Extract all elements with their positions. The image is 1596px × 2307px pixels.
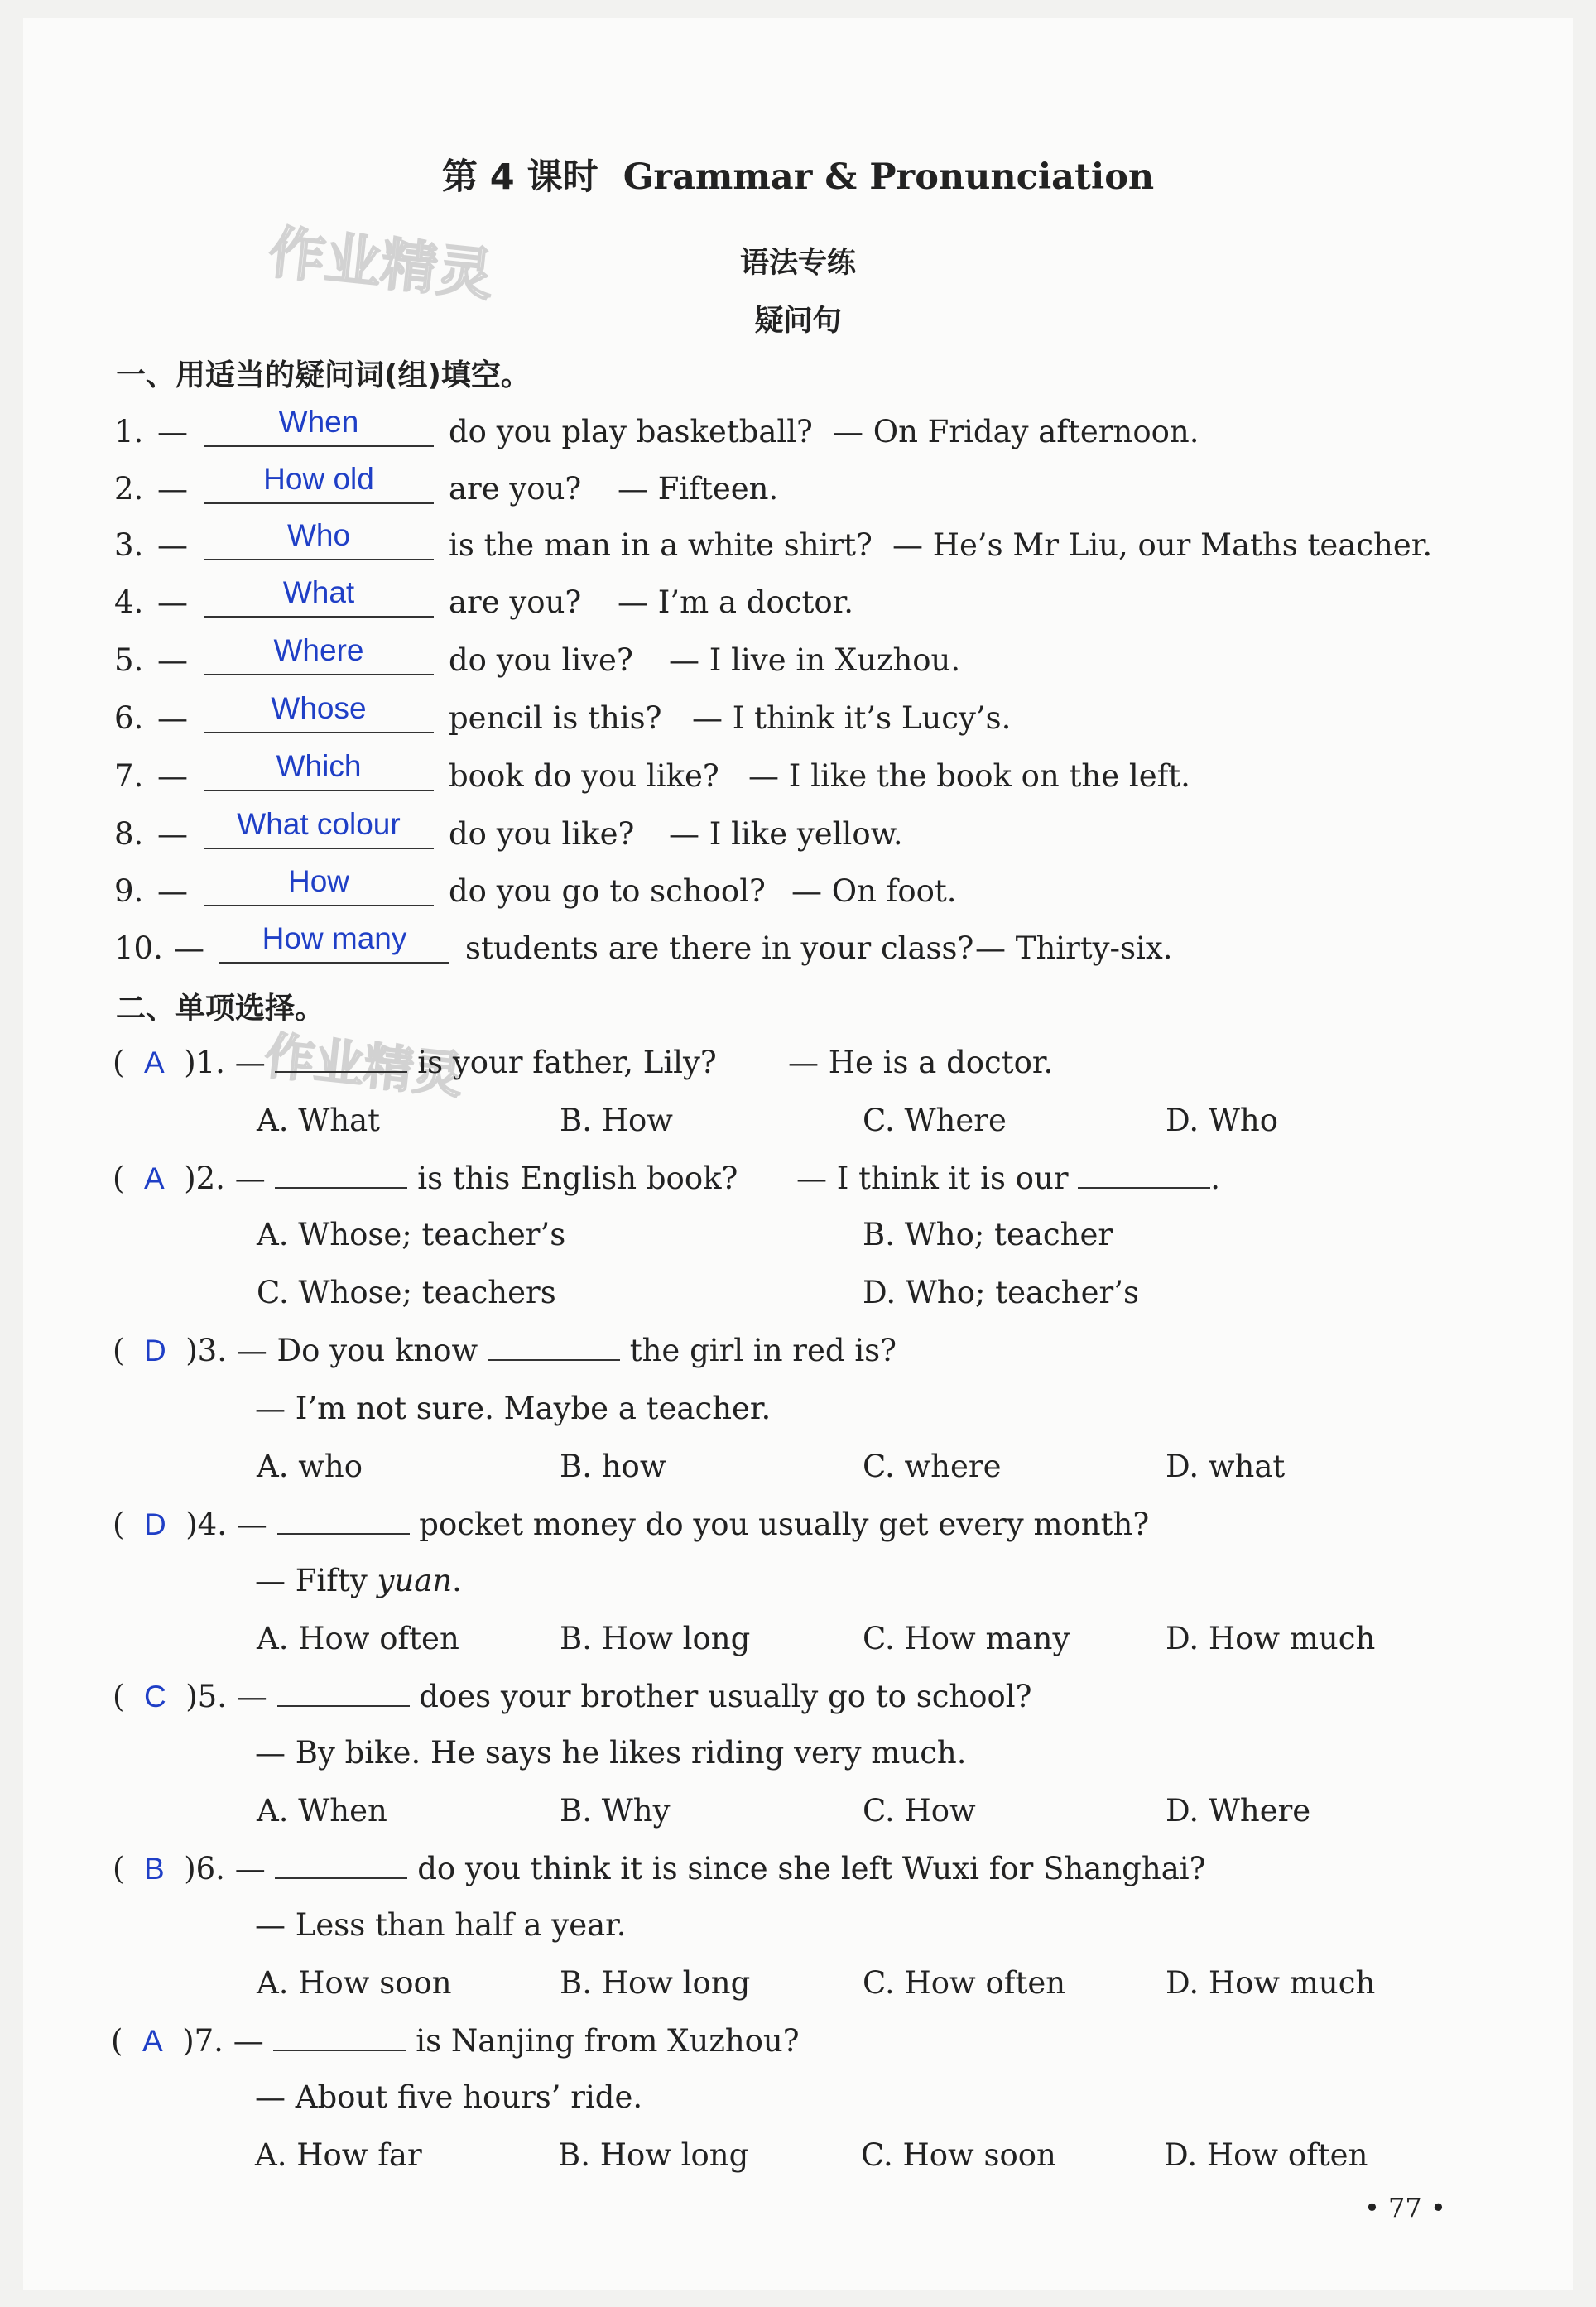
item-dash: —: [157, 700, 188, 736]
question-text: is your father, Lily?: [417, 1045, 717, 1080]
item-reply: — On foot.: [791, 873, 957, 909]
question-number: )5.: [185, 1679, 227, 1714]
item-dash: —: [157, 527, 188, 563]
item-text: are you?: [449, 471, 582, 507]
item-text: do you like?: [449, 816, 635, 852]
question-text: does your brother usually go to school?: [419, 1679, 1032, 1714]
item-dash: —: [157, 471, 188, 507]
item-reply: — I think it’s Lucy’s.: [692, 700, 1012, 736]
question-dash: —: [234, 1045, 266, 1080]
option-b[interactable]: B. Why: [560, 1793, 671, 1829]
item-number: 7.: [114, 758, 144, 794]
question-text: is Nanjing from Xuzhou?: [416, 2023, 800, 2059]
question-number: )2.: [184, 1161, 225, 1196]
item-text: pencil is this?: [449, 700, 662, 736]
question-dash: —: [236, 1679, 267, 1714]
option-a[interactable]: A. Whose; teacher’s: [257, 1217, 566, 1252]
choice-answer[interactable]: B: [143, 1852, 165, 1886]
item-dash: —: [157, 642, 188, 678]
question-text: pocket money do you usually get every month?: [419, 1507, 1150, 1542]
option-b[interactable]: B. Who; teacher: [863, 1217, 1113, 1252]
option-c[interactable]: C. How soon: [861, 2137, 1056, 2173]
item-number: 5.: [114, 642, 144, 678]
watermark-logo: 作业精灵: [265, 219, 497, 309]
page-title: [0, 149, 1596, 199]
question-text: is this English book?: [417, 1161, 738, 1196]
item-text: do you go to school?: [449, 873, 766, 909]
item-text: students are there in your class?: [465, 930, 974, 966]
item-reply: — Fifteen.: [618, 471, 779, 507]
item-number: 4.: [114, 584, 144, 620]
question-blank[interactable]: [1078, 1164, 1210, 1189]
item-text: do you live?: [449, 642, 633, 678]
question-blank[interactable]: [273, 2026, 406, 2051]
title-chinese: 第 4 课时: [441, 156, 598, 198]
item-dash: —: [174, 930, 204, 966]
question-blank[interactable]: [275, 1164, 407, 1189]
option-a[interactable]: A. who: [257, 1449, 363, 1484]
item-dash: —: [157, 414, 188, 449]
option-d[interactable]: D. Who; teacher’s: [863, 1275, 1139, 1310]
answer-blank[interactable]: Which: [204, 748, 434, 791]
item-reply: — I like the book on the left.: [748, 758, 1190, 794]
option-b[interactable]: B. How long: [560, 1965, 751, 2001]
option-d[interactable]: D. Where: [1166, 1793, 1311, 1829]
option-c[interactable]: C. Whose; teachers: [257, 1275, 556, 1310]
item-number: 2.: [114, 471, 144, 507]
question-7: ( A )7. — is Nanjing from Xuzhou?: [111, 2023, 800, 2059]
question-reply: — I’m not sure. Maybe a teacher.: [255, 1391, 772, 1426]
question-4: ( D )4. — pocket money do you usually get every month?: [113, 1507, 1150, 1542]
question-reply: — He is a doctor.: [788, 1045, 1054, 1080]
question-2: ( A )2. — is this English book?: [113, 1161, 738, 1196]
option-d[interactable]: D. How much: [1166, 1965, 1376, 2001]
item-dash: —: [157, 758, 188, 794]
question-reply: — Less than half a year.: [255, 1907, 627, 1943]
choice-answer[interactable]: A: [142, 2024, 163, 2058]
choice-answer[interactable]: D: [143, 1334, 166, 1367]
question-1: ( A )1. — is your father, Lily?: [113, 1045, 717, 1080]
item-number: 1.: [114, 414, 144, 449]
item-reply: — I’m a doctor.: [618, 584, 854, 620]
option-d[interactable]: D. Who: [1166, 1103, 1279, 1138]
question-5: ( C )5. — does your brother usually go to school?: [113, 1679, 1032, 1714]
option-c[interactable]: C. How often: [863, 1965, 1066, 2001]
item-number: 9.: [114, 873, 144, 909]
reply-text: — Fifty: [255, 1563, 377, 1598]
question-dash: —: [236, 1507, 267, 1542]
section1-heading: 一、用适当的疑问词(组)填空。: [116, 358, 531, 392]
question-dash: —: [233, 2023, 264, 2059]
question-text: the girl in red is?: [629, 1333, 897, 1368]
item-number: 8.: [114, 816, 144, 852]
item-text: book do you like?: [449, 758, 719, 794]
question-blank[interactable]: [275, 1048, 407, 1073]
reply-end: .: [452, 1563, 462, 1598]
item-text: is the man in a white shirt?: [449, 527, 873, 563]
item-reply: — I live in Xuzhou.: [669, 642, 961, 678]
reply-italic: yuan: [377, 1563, 453, 1598]
reply-end: .: [1210, 1161, 1221, 1196]
item-text: do you play basketball?: [449, 414, 813, 449]
question-number: )1.: [184, 1045, 225, 1080]
item-reply: — He’s Mr Liu, our Maths teacher.: [892, 527, 1433, 563]
item-reply: — I like yellow.: [669, 816, 903, 852]
question-reply: [255, 1563, 462, 1598]
option-a[interactable]: A. What: [257, 1103, 381, 1138]
question-6: ( B )6. — do you think it is since she left Wuxi for Shanghai?: [113, 1851, 1206, 1886]
option-a[interactable]: A. How often: [257, 1621, 459, 1656]
answer-blank[interactable]: How many: [219, 920, 449, 964]
choice-answer[interactable]: A: [143, 1045, 165, 1079]
page-number: • 77 •: [1364, 2192, 1446, 2223]
question-blank[interactable]: [488, 1336, 620, 1361]
question-blank[interactable]: [277, 1682, 410, 1707]
item-number: 10.: [114, 930, 163, 966]
option-d[interactable]: D. How much: [1166, 1621, 1376, 1656]
answer-blank[interactable]: What colour: [204, 806, 434, 849]
option-c[interactable]: C. where: [863, 1449, 1002, 1484]
question-3: ( D )3. — Do you know the girl in red is?: [113, 1333, 897, 1368]
answer-blank[interactable]: What: [204, 574, 434, 618]
answer-blank[interactable]: How: [204, 863, 434, 906]
item-number: 6.: [114, 700, 144, 736]
subtitle-grammar-practice: 语法专练: [739, 247, 856, 280]
option-d[interactable]: D. How often: [1164, 2137, 1368, 2173]
question-number: )6.: [184, 1851, 225, 1886]
answer-blank[interactable]: Whose: [204, 690, 434, 733]
choice-answer[interactable]: D: [143, 1507, 166, 1541]
question-text: do you think it is since she left Wuxi for Shanghai?: [417, 1851, 1206, 1886]
option-c[interactable]: C. How many: [863, 1621, 1070, 1656]
question-reply: — About five hours’ ride.: [255, 2079, 643, 2115]
question-lead: — Do you know: [236, 1333, 478, 1368]
option-a[interactable]: A. How soon: [257, 1965, 452, 2001]
item-reply: — On Friday afternoon.: [833, 414, 1199, 449]
question-blank[interactable]: [277, 1510, 410, 1535]
option-c[interactable]: C. How: [863, 1793, 976, 1829]
item-reply: — Thirty-six.: [975, 930, 1173, 966]
title-english: Grammar & Pronunciation: [623, 156, 1155, 198]
option-d[interactable]: D. what: [1166, 1449, 1286, 1484]
question-number: )3.: [185, 1333, 227, 1368]
option-b[interactable]: B. how: [560, 1449, 666, 1484]
subtitle-questions: 疑问句: [754, 305, 842, 338]
option-a[interactable]: A. When: [257, 1793, 387, 1829]
answer-blank[interactable]: Where: [204, 632, 434, 675]
answer-blank[interactable]: Who: [204, 517, 434, 560]
item-text: are you?: [449, 584, 582, 620]
question-number: )4.: [185, 1507, 227, 1542]
reply-text: — I think it is our: [796, 1161, 1069, 1196]
question-reply: [796, 1161, 1220, 1196]
option-b[interactable]: B. How: [560, 1103, 673, 1138]
item-dash: —: [157, 584, 188, 620]
question-dash: —: [234, 1851, 266, 1886]
item-dash: —: [157, 873, 188, 909]
option-b[interactable]: B. How long: [558, 2137, 749, 2173]
question-blank[interactable]: [275, 1854, 407, 1879]
section2-heading: 二、单项选择。: [116, 992, 325, 1026]
item-number: 3.: [114, 527, 144, 563]
question-reply: — By bike. He says he likes riding very much.: [255, 1735, 967, 1771]
question-number: )7.: [182, 2023, 224, 2059]
question-dash: —: [234, 1161, 266, 1196]
item-dash: —: [157, 816, 188, 852]
answer-blank[interactable]: When: [204, 404, 434, 447]
choice-answer[interactable]: C: [143, 1680, 166, 1713]
option-a[interactable]: A. How far: [255, 2137, 422, 2173]
option-b[interactable]: B. How long: [560, 1621, 751, 1656]
option-c[interactable]: C. Where: [863, 1103, 1007, 1138]
watermark-logo: 作业精灵: [262, 1026, 466, 1106]
choice-answer[interactable]: A: [143, 1161, 165, 1195]
answer-blank[interactable]: How old: [204, 461, 434, 504]
